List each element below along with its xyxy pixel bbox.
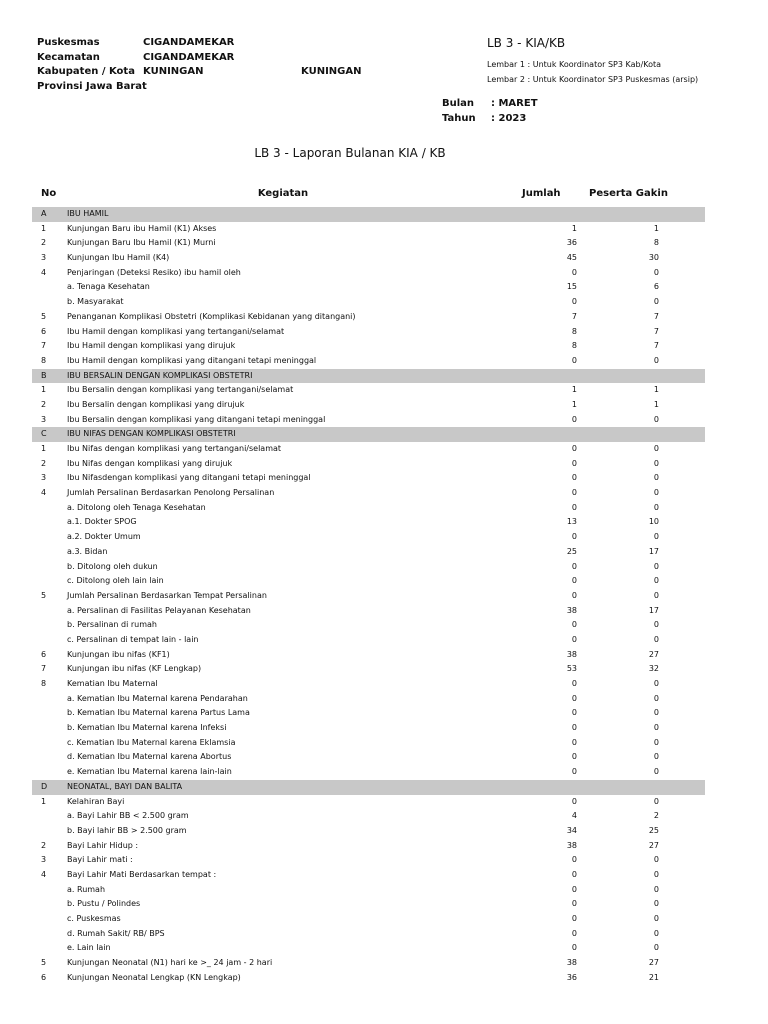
row-jumlah: 0 (571, 679, 577, 688)
row-gakin: 30 (648, 253, 659, 263)
row-number: 1 (41, 385, 47, 395)
column-header-jumlah: Jumlah (522, 188, 561, 199)
row-gakin: 0 (653, 473, 659, 483)
row-gakin: 0 (653, 561, 659, 571)
row-number: 5 (41, 311, 47, 321)
row-gakin: 6 (653, 282, 659, 292)
table-row (32, 280, 705, 295)
row-jumlah: 38 (566, 605, 577, 615)
row-jumlah: 0 (571, 796, 577, 806)
row-jumlah: 4 (571, 811, 577, 821)
row-kegiatan: a. Persalinan di Fasilitas Pelayanan Kesehatan (67, 605, 251, 615)
row-kegiatan: Ibu Hamil dengan komplikasi yang ditangani tetapi meninggal (67, 355, 317, 365)
puskesmas-value: CIGANDAMEKAR (143, 37, 235, 48)
row-kegiatan: Ibu Bersalin dengan komplikasi yang ditangani tetapi meninggal (67, 414, 326, 424)
table-row (32, 545, 705, 560)
row-jumlah: 0 (571, 532, 577, 542)
row-kegiatan: a.1. Dokter SPOG (67, 517, 137, 527)
row-gakin: 0 (653, 884, 659, 894)
row-gakin: 7 (653, 326, 659, 336)
row-number: 8 (41, 355, 47, 365)
table-row (32, 956, 705, 971)
row-kegiatan: a. Ditolong oleh Tenaga Kesehatan (67, 502, 206, 512)
table-row (32, 677, 705, 692)
row-gakin: 1 (653, 223, 659, 233)
row-jumlah: 0 (571, 414, 577, 424)
table-row (32, 515, 705, 530)
row-kegiatan: a.2. Dokter Umum (67, 532, 141, 542)
row-gakin: 2 (653, 811, 659, 821)
row-gakin: 0 (653, 855, 659, 865)
row-kegiatan: IBU BERSALIN DENGAN KOMPLIKASI OBSTETRI (67, 370, 253, 380)
row-jumlah: 0 (571, 869, 577, 879)
table-row (32, 325, 705, 340)
row-kegiatan: b. Kematian Ibu Maternal karena Partus Lama (67, 708, 250, 718)
puskesmas-label: Puskesmas (37, 37, 100, 48)
row-kegiatan: Kunjungan ibu nifas (KF1) (67, 649, 170, 659)
column-header-kegiatan: Kegiatan (257, 188, 309, 199)
table-row (32, 897, 705, 912)
row-number: 7 (41, 341, 47, 351)
table-row (32, 442, 705, 457)
section-header-row (32, 427, 705, 442)
row-kegiatan: Penanganan Komplikasi Obstetri (Komplikasi Kebidanan yang ditangani) (67, 311, 356, 321)
row-kegiatan: Ibu Hamil dengan komplikasi yang dirujuk (67, 341, 236, 351)
row-kegiatan: Ibu Bersalin dengan komplikasi yang dirujuk (67, 399, 245, 409)
row-jumlah: 0 (571, 634, 577, 644)
row-kegiatan: e. Kematian Ibu Maternal karena lain-lain (67, 767, 232, 777)
row-kegiatan: Jumlah Persalinan Berdasarkan Penolong Persalinan (67, 488, 275, 498)
row-kegiatan: Kunjungan Ibu Hamil (K4) (67, 253, 170, 263)
table-row (32, 222, 705, 237)
row-kegiatan: IBU NIFAS DENGAN KOMPLIKASI OBSTETRI (67, 429, 236, 439)
column-header-no: No (41, 188, 57, 199)
table-row (32, 662, 705, 677)
row-jumlah: 0 (571, 943, 577, 953)
row-gakin: 10 (648, 517, 659, 527)
row-gakin: 0 (653, 737, 659, 747)
row-kegiatan: c. Puskesmas (67, 914, 121, 923)
column-header-gakin: Peserta Gakin (589, 188, 668, 199)
table-row (32, 471, 705, 486)
section-header-row (32, 207, 705, 222)
row-kegiatan: Kunjungan ibu nifas (KF Lengkap) (67, 664, 202, 674)
row-jumlah: 0 (571, 502, 577, 512)
row-number: 4 (41, 488, 47, 498)
row-jumlah: 0 (571, 928, 577, 938)
row-jumlah: 13 (566, 517, 577, 527)
table-row (32, 574, 705, 589)
row-kegiatan: Kematian Ibu Maternal (67, 679, 158, 688)
row-gakin: 0 (653, 796, 659, 806)
row-jumlah: 0 (571, 355, 577, 365)
row-jumlah: 1 (571, 223, 577, 233)
table-row (32, 398, 705, 413)
table-row (32, 633, 705, 648)
table-row (32, 589, 705, 604)
row-jumlah: 36 (566, 238, 577, 248)
row-kegiatan: a. Bayi Lahir BB < 2.500 gram (67, 811, 189, 821)
row-number: 2 (41, 399, 47, 409)
table-row (32, 824, 705, 839)
row-jumlah: 0 (571, 576, 577, 586)
row-jumlah: 0 (571, 737, 577, 747)
row-jumlah: 0 (571, 708, 577, 718)
row-gakin: 7 (653, 311, 659, 321)
tahun-value: : 2023 (491, 113, 527, 124)
table-row (32, 853, 705, 868)
row-jumlah: 0 (571, 767, 577, 777)
row-gakin: 0 (653, 723, 659, 733)
row-kegiatan: Kelahiran Bayi (67, 796, 125, 806)
kecamatan-value: CIGANDAMEKAR (143, 51, 235, 63)
row-jumlah: 0 (571, 561, 577, 571)
table-row (32, 560, 705, 575)
kabupaten-value: KUNINGAN (143, 66, 204, 77)
table-row (32, 457, 705, 472)
row-kegiatan: Ibu Bersalin dengan komplikasi yang tertangani/selamat (67, 385, 294, 395)
row-gakin: 0 (653, 444, 659, 453)
report-table (32, 207, 705, 985)
row-jumlah: 1 (571, 385, 577, 395)
row-gakin: 0 (653, 267, 659, 277)
table-row (32, 236, 705, 251)
tahun-label: Tahun (442, 113, 476, 124)
row-gakin: 1 (653, 399, 659, 409)
row-gakin: 7 (653, 341, 659, 351)
table-row (32, 530, 705, 545)
row-kegiatan: Kunjungan Neonatal (N1) hari ke >_ 24 jam - 2 hari (67, 958, 273, 968)
row-gakin: 0 (653, 414, 659, 424)
table-row (32, 648, 705, 663)
row-jumlah: 1 (571, 399, 577, 409)
row-number: 4 (41, 869, 47, 879)
table-row (32, 692, 705, 707)
row-kegiatan: c. Kematian Ibu Maternal karena Eklamsia (67, 737, 236, 747)
row-kegiatan: Kunjungan Baru ibu Hamil (K1) Akses (67, 223, 217, 233)
row-kegiatan: e. Lain lain (67, 943, 111, 953)
row-gakin: 0 (653, 458, 659, 468)
row-jumlah: 0 (571, 590, 577, 600)
row-jumlah: 0 (571, 444, 577, 453)
table-row (32, 971, 705, 986)
row-jumlah: 25 (566, 546, 577, 556)
row-number: 2 (41, 238, 47, 248)
row-kegiatan: Bayi Lahir Hidup : (67, 840, 139, 850)
row-gakin: 25 (648, 825, 659, 835)
row-kegiatan: Ibu Hamil dengan komplikasi yang tertangani/selamat (67, 326, 285, 336)
row-number: 3 (41, 414, 47, 424)
form-title: LB 3 - KIA/KB (487, 36, 566, 50)
bulan-value: : MARET (491, 98, 538, 109)
table-row (32, 795, 705, 810)
row-jumlah: 0 (571, 855, 577, 865)
table-row (32, 912, 705, 927)
row-gakin: 8 (653, 238, 659, 248)
row-number: 3 (41, 473, 47, 483)
row-gakin: 0 (653, 634, 659, 644)
row-kegiatan: b. Masyarakat (67, 297, 124, 307)
row-gakin: 0 (653, 767, 659, 777)
row-number: D (41, 781, 48, 791)
row-kegiatan: d. Kematian Ibu Maternal karena Abortus (67, 752, 232, 762)
row-number: 4 (41, 267, 47, 277)
row-jumlah: 8 (571, 326, 577, 336)
row-gakin: 0 (653, 620, 659, 630)
row-gakin: 27 (648, 840, 659, 850)
table-row (32, 339, 705, 354)
row-gakin: 0 (653, 679, 659, 688)
row-number: 2 (41, 840, 47, 850)
row-gakin: 0 (653, 590, 659, 600)
table-row (32, 721, 705, 736)
row-gakin: 0 (653, 914, 659, 923)
row-jumlah: 0 (571, 752, 577, 762)
row-gakin: 0 (653, 928, 659, 938)
table-row (32, 809, 705, 824)
row-number: 5 (41, 958, 47, 968)
row-gakin: 32 (648, 664, 659, 674)
row-kegiatan: a.3. Bidan (67, 546, 108, 556)
row-gakin: 0 (653, 899, 659, 909)
row-jumlah: 0 (571, 488, 577, 498)
row-jumlah: 0 (571, 473, 577, 483)
table-row (32, 501, 705, 516)
row-jumlah: 0 (571, 884, 577, 894)
row-number: 3 (41, 855, 47, 865)
row-gakin: 0 (653, 869, 659, 879)
row-number: 6 (41, 972, 47, 982)
row-gakin: 0 (653, 502, 659, 512)
row-kegiatan: d. Rumah Sakit/ RB/ BPS (67, 928, 165, 938)
row-jumlah: 45 (566, 253, 577, 263)
row-jumlah: 8 (571, 341, 577, 351)
lembar-1-note: Lembar 1 : Untuk Koordinator SP3 Kab/Kota (487, 60, 662, 69)
row-gakin: 0 (653, 693, 659, 703)
row-jumlah: 15 (566, 282, 577, 292)
row-number: 6 (41, 649, 47, 659)
row-number: 1 (41, 444, 47, 453)
row-gakin: 0 (653, 297, 659, 307)
table-row (32, 604, 705, 619)
table-row (32, 750, 705, 765)
row-number: 1 (41, 223, 47, 233)
table-row (32, 266, 705, 281)
row-kegiatan: a. Tenaga Kesehatan (67, 282, 150, 292)
row-kegiatan: Jumlah Persalinan Berdasarkan Tempat Persalinan (67, 590, 267, 600)
row-gakin: 21 (648, 972, 659, 982)
row-kegiatan: b. Bayi lahir BB > 2.500 gram (67, 825, 187, 835)
table-row (32, 354, 705, 369)
row-kegiatan: a. Rumah (67, 884, 106, 894)
section-header-row (32, 369, 705, 384)
table-row (32, 413, 705, 428)
row-kegiatan: Kunjungan Baru Ibu Hamil (K1) Murni (67, 238, 216, 248)
row-number: 7 (41, 664, 47, 674)
row-number: 2 (41, 458, 47, 468)
row-jumlah: 0 (571, 620, 577, 630)
row-gakin: 0 (653, 752, 659, 762)
row-jumlah: 0 (571, 267, 577, 277)
row-jumlah: 0 (571, 914, 577, 923)
row-kegiatan: b. Pustu / Polindes (67, 899, 141, 909)
row-kegiatan: c. Ditolong oleh lain lain (67, 576, 164, 586)
row-jumlah: 0 (571, 899, 577, 909)
row-jumlah: 38 (566, 958, 577, 968)
row-jumlah: 36 (566, 972, 577, 982)
row-gakin: 0 (653, 532, 659, 542)
row-jumlah: 38 (566, 840, 577, 850)
table-row (32, 839, 705, 854)
row-number: C (41, 429, 47, 439)
row-gakin: 0 (653, 488, 659, 498)
row-gakin: 17 (648, 605, 659, 615)
row-jumlah: 0 (571, 693, 577, 703)
row-gakin: 0 (653, 576, 659, 586)
row-kegiatan: Bayi Lahir Mati Berdasarkan tempat : (67, 869, 217, 879)
table-row (32, 883, 705, 898)
row-number: A (41, 209, 47, 218)
bulan-label: Bulan (442, 98, 475, 109)
row-number: 5 (41, 590, 47, 600)
row-kegiatan: NEONATAL, BAYI DAN BALITA (67, 781, 183, 791)
row-jumlah: 53 (566, 664, 577, 674)
row-gakin: 17 (648, 546, 659, 556)
kabupaten-label: Kabupaten / Kota (37, 66, 135, 77)
kecamatan-label: Kecamatan (37, 51, 100, 63)
row-kegiatan: b. Kematian Ibu Maternal karena Infeksi (67, 723, 227, 733)
report-title: LB 3 - Laporan Bulanan KIA / KB (254, 146, 446, 160)
table-row (32, 941, 705, 956)
provinsi-label: Provinsi Jawa Barat (37, 80, 147, 92)
row-kegiatan: b. Ditolong oleh dukun (67, 561, 158, 571)
lembar-2-note: Lembar 2 : Untuk Koordinator SP3 Puskesmas (arsip) (487, 75, 699, 84)
row-number: 1 (41, 796, 47, 806)
table-row (32, 618, 705, 633)
row-kegiatan: b. Persalinan di rumah (67, 620, 157, 630)
table-row (32, 765, 705, 780)
row-kegiatan: Ibu Nifasdengan komplikasi yang ditangani tetapi meninggal (67, 473, 311, 483)
row-gakin: 0 (653, 943, 659, 953)
section-header-row (32, 780, 705, 795)
row-gakin: 1 (653, 385, 659, 395)
row-kegiatan: Ibu Nifas dengan komplikasi yang dirujuk (67, 458, 233, 468)
row-kegiatan: Kunjungan Neonatal Lengkap (KN Lengkap) (67, 972, 241, 982)
table-row (32, 736, 705, 751)
table-row (32, 310, 705, 325)
row-kegiatan: a. Kematian Ibu Maternal karena Pendarahan (67, 693, 248, 703)
table-row (32, 868, 705, 883)
row-kegiatan: Ibu Nifas dengan komplikasi yang tertangani/selamat (67, 444, 282, 453)
row-kegiatan: c. Persalinan di tempat lain - lain (67, 634, 199, 644)
row-kegiatan: IBU HAMIL (67, 209, 109, 218)
table-row (32, 383, 705, 398)
row-jumlah: 0 (571, 723, 577, 733)
row-gakin: 27 (648, 649, 659, 659)
row-gakin: 0 (653, 355, 659, 365)
table-row (32, 486, 705, 501)
row-number: 6 (41, 326, 47, 336)
table-row (32, 706, 705, 721)
row-jumlah: 34 (566, 825, 577, 835)
table-row (32, 295, 705, 310)
table-row (32, 927, 705, 942)
row-jumlah: 0 (571, 458, 577, 468)
row-number: B (41, 370, 47, 380)
row-gakin: 0 (653, 708, 659, 718)
row-number: 8 (41, 679, 47, 688)
row-kegiatan: Penjaringan (Deteksi Resiko) ibu hamil oleh (67, 267, 241, 277)
row-number: 3 (41, 253, 47, 263)
row-gakin: 27 (648, 958, 659, 968)
row-kegiatan: Bayi Lahir mati : (67, 855, 133, 865)
kabupaten-value-secondary: KUNINGAN (301, 66, 362, 77)
row-jumlah: 38 (566, 649, 577, 659)
row-jumlah: 0 (571, 297, 577, 307)
row-jumlah: 7 (571, 311, 577, 321)
table-row (32, 251, 705, 266)
